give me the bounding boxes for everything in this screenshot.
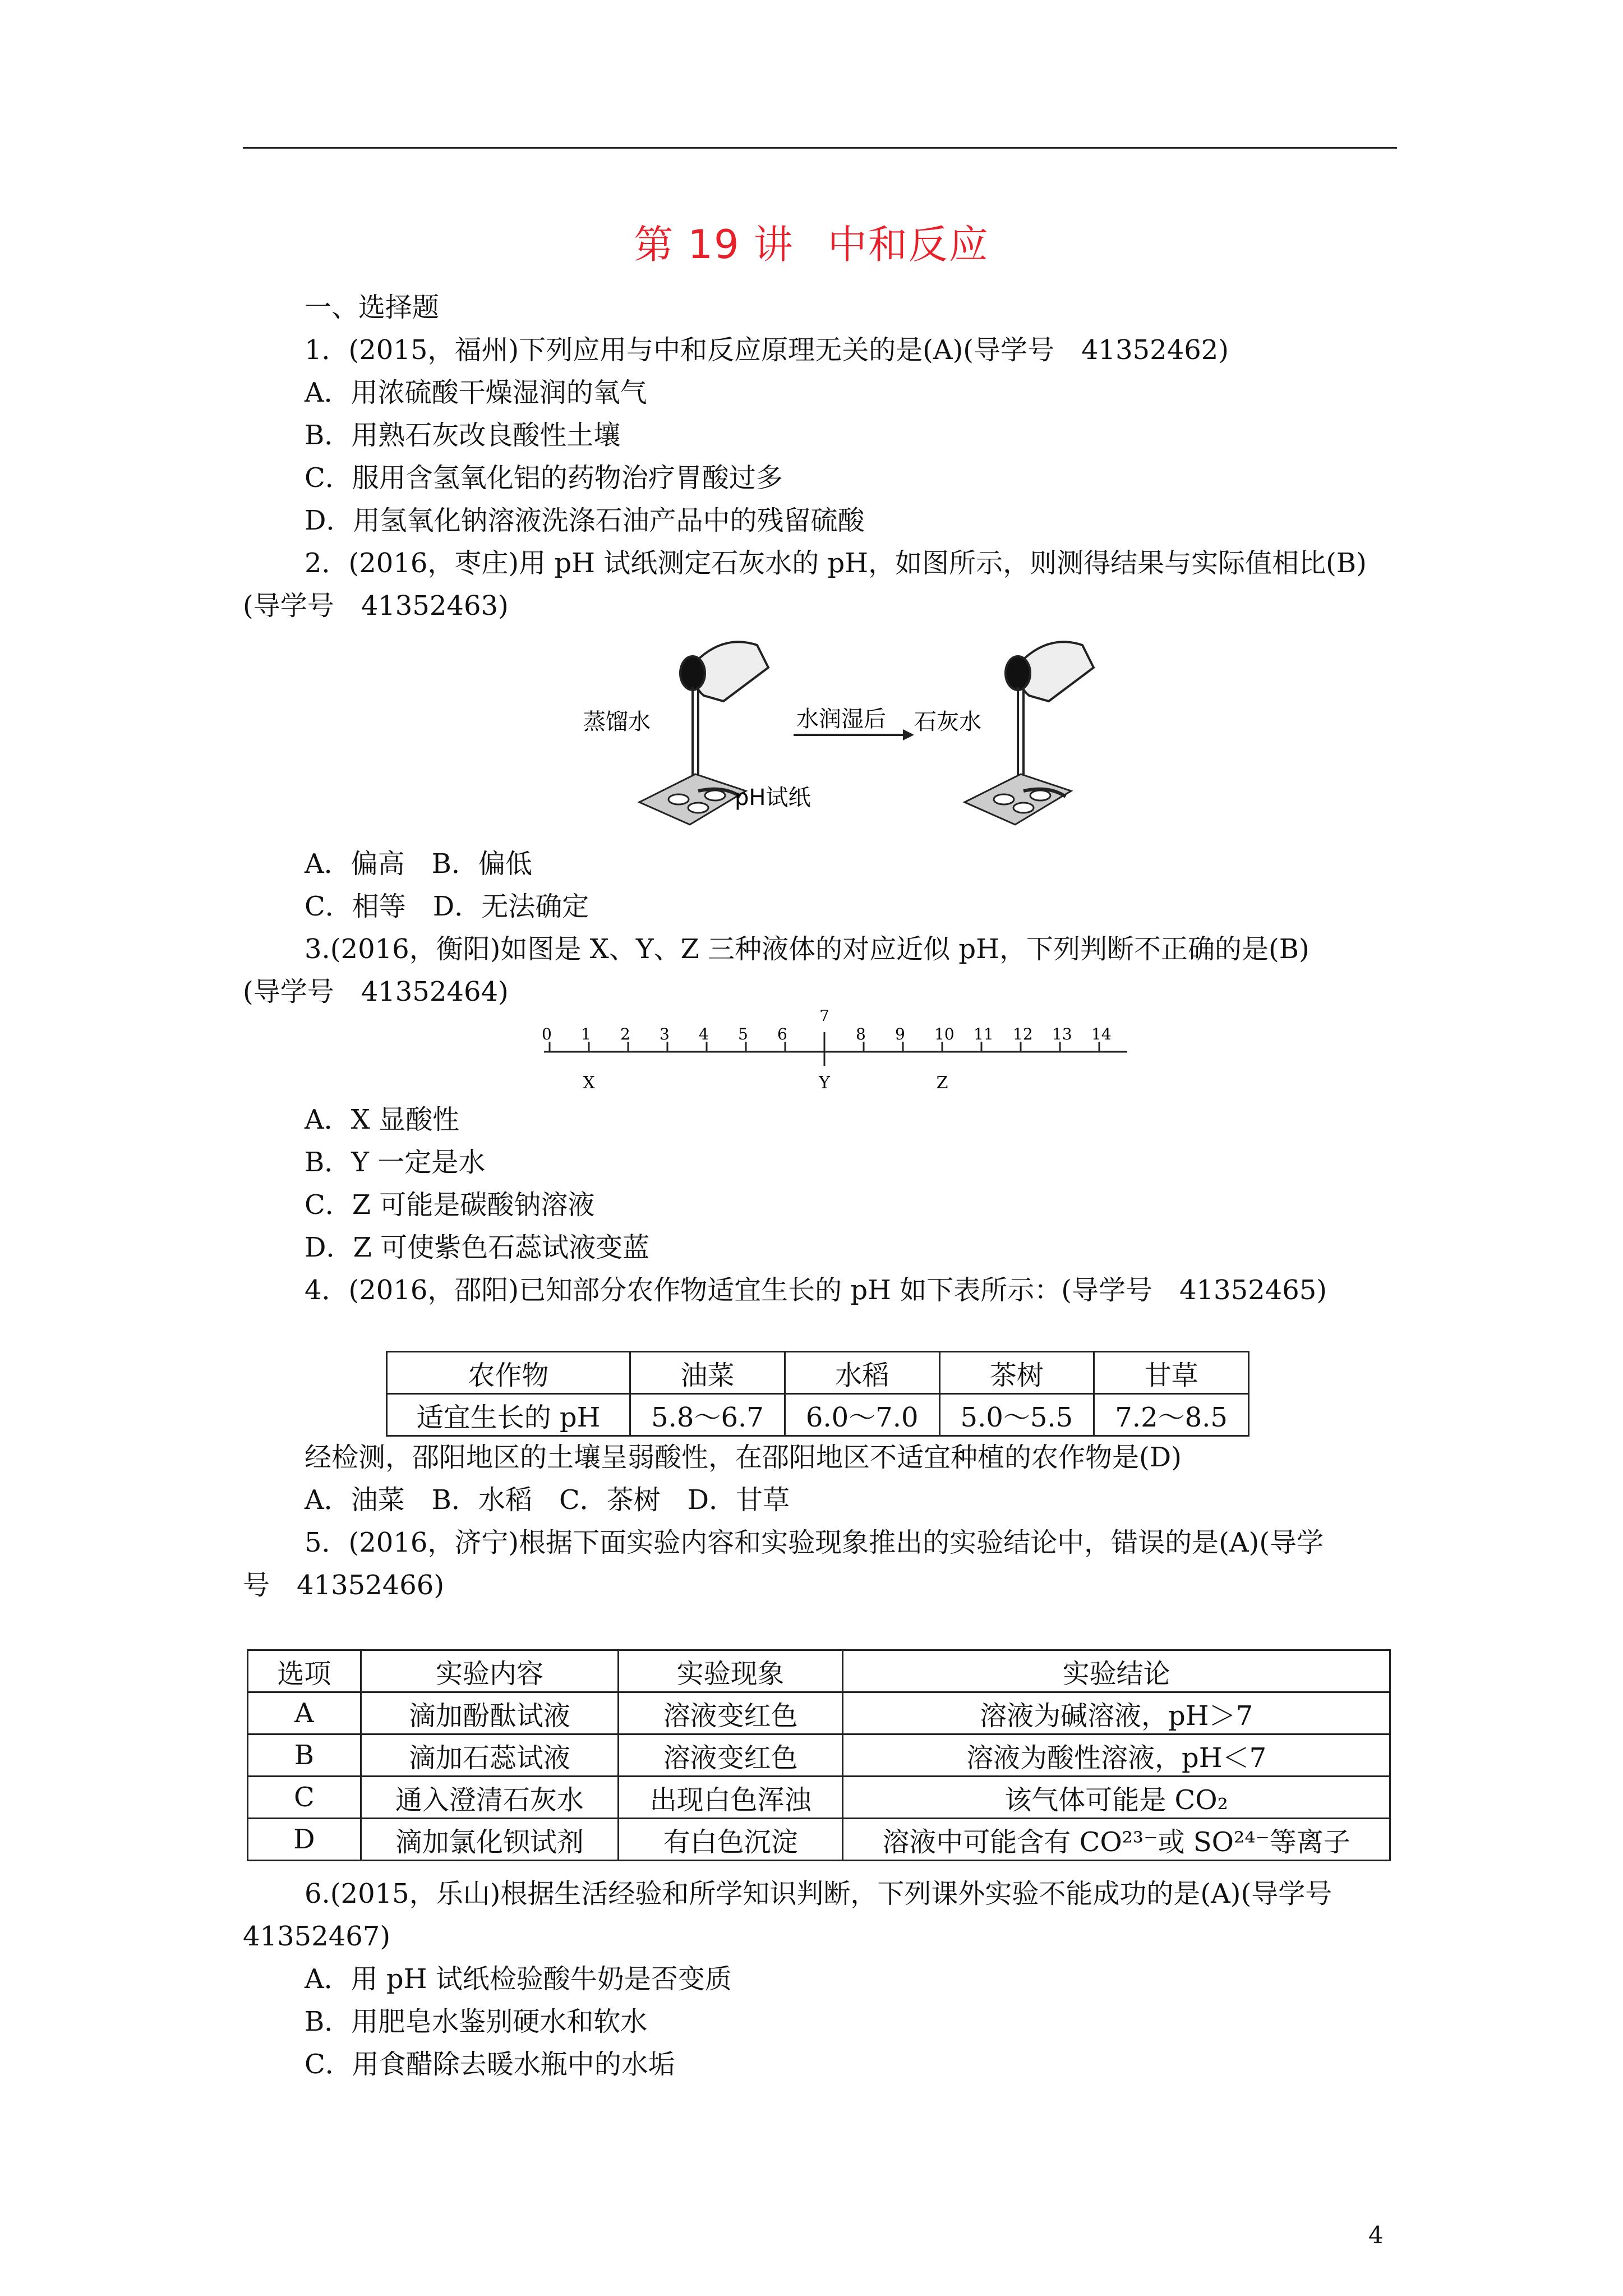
- table-cell: 6.0～7.0: [785, 1394, 939, 1436]
- ph-tick-label: 0: [542, 1025, 552, 1043]
- table-cell: 溶液为酸性溶液，pH＜7: [843, 1734, 1390, 1777]
- q5-stem-ref: 号 41352466): [243, 1570, 445, 1601]
- table-cell: 滴加酚酞试液: [361, 1692, 618, 1734]
- crop-ph-table: [386, 1351, 1249, 1437]
- ph-tick-label: 4: [699, 1025, 709, 1043]
- q1-option-b: B．用熟石灰改良酸性土壤: [305, 420, 621, 451]
- q6-stem: 6.(2015，乐山)根据生活经验和所学知识判断，下列课外实验不能成功的是(A)(导学号: [305, 1878, 1332, 1910]
- section-heading: 一、选择题: [305, 292, 440, 323]
- table-cell: 5.0～5.5: [939, 1394, 1094, 1436]
- table-cell: 溶液中可能含有 CO²³⁻或 SO²⁴⁻等离子: [843, 1819, 1390, 1861]
- ph-tick-label: 11: [974, 1025, 994, 1043]
- table-cell: 水稻: [785, 1352, 939, 1394]
- ph-scale-figure: [533, 1010, 1138, 1099]
- q1-stem: 1．(2015，福州)下列应用与中和反应原理无关的是(A)(导学号 41352462): [305, 334, 1229, 366]
- table-cell: 实验现象: [619, 1650, 843, 1692]
- table-cell: 溶液变红色: [619, 1692, 843, 1734]
- q2-options-cd: C．相等 D．无法确定: [305, 891, 589, 922]
- page-title: [0, 213, 1623, 270]
- right-spot-plate-icon: [965, 774, 1071, 825]
- q4-stem: 4．(2016，邵阳)已知部分农作物适宜生长的 pH 如下表所示：(导学号 41352465): [305, 1274, 1327, 1306]
- table-cell: D: [248, 1819, 361, 1861]
- table-cell: 油菜: [630, 1352, 785, 1394]
- ph-tick-label: 10: [934, 1025, 955, 1043]
- table-cell: 农作物: [387, 1352, 630, 1394]
- table-row: [248, 1777, 1390, 1819]
- ph-tick-label: 14: [1091, 1025, 1112, 1043]
- ph-marker-z: Z: [936, 1073, 948, 1093]
- q5-stem: 5．(2016，济宁)根据下面实验内容和实验现象推出的实验结论中，错误的是(A)(导学: [305, 1527, 1324, 1558]
- table-cell: 滴加石蕊试液: [361, 1734, 618, 1777]
- ph-tick-label: 1: [581, 1025, 591, 1043]
- ph-tick-label: 13: [1052, 1025, 1072, 1043]
- q2-stem-ref: (导学号 41352463): [243, 590, 509, 622]
- q3-option-b: B．Y 一定是水: [305, 1147, 486, 1178]
- ph-tick-label: 5: [738, 1025, 748, 1043]
- table-cell: 7.2～8.5: [1094, 1394, 1249, 1436]
- table-cell: A: [248, 1692, 361, 1734]
- header-rule: [243, 147, 1397, 149]
- ph-tick-label: 9: [895, 1025, 905, 1043]
- paper-label: pH试纸: [735, 785, 811, 811]
- q6-option-a: A．用 pH 试纸检验酸牛奶是否变质: [305, 1963, 732, 1995]
- ph-tick-label: 8: [856, 1025, 866, 1043]
- ph-tick-label: 2: [620, 1025, 630, 1043]
- table-cell: 甘草: [1094, 1352, 1249, 1394]
- table-cell: 实验结论: [843, 1650, 1390, 1692]
- ph-marker-x: X: [583, 1073, 595, 1093]
- left-label: 蒸馏水: [583, 709, 651, 735]
- table-cell: B: [248, 1734, 361, 1777]
- experiment-table: [247, 1649, 1391, 1861]
- q6-option-c: C．用食醋除去暖水瓶中的水垢: [305, 2049, 675, 2080]
- table-cell: 5.8～6.7: [630, 1394, 785, 1436]
- q3-option-c: C．Z 可能是碳酸钠溶液: [305, 1189, 595, 1221]
- right-label: 石灰水: [914, 709, 981, 735]
- arrow-head-icon: [903, 729, 914, 740]
- table-row: [248, 1819, 1390, 1861]
- ph-tick-label: 7: [819, 1010, 829, 1025]
- q4-options: A．油菜 B．水稻 C．茶树 D．甘草: [305, 1484, 790, 1516]
- ph-marker-y: Y: [819, 1073, 830, 1093]
- q3-option-a: A．X 显酸性: [305, 1104, 460, 1135]
- q6-option-b: B．用肥皂水鉴别硬水和软水: [305, 2006, 648, 2037]
- table-cell: 通入澄清石灰水: [361, 1777, 618, 1819]
- left-hand-dropper-icon: [680, 642, 768, 785]
- table-cell: 滴加氯化钡试剂: [361, 1819, 618, 1861]
- table-cell: 茶树: [939, 1352, 1094, 1394]
- q2-stem: 2．(2016，枣庄)用 pH 试纸测定石灰水的 pH，如图所示，则测得结果与实际值相比(B): [305, 547, 1367, 579]
- table-cell: 溶液为碱溶液，pH＞7: [843, 1692, 1390, 1734]
- table-row: [248, 1650, 1390, 1692]
- q1-option-a: A．用浓硫酸干燥湿润的氧气: [305, 377, 647, 408]
- q3-stem-ref: (导学号 41352464): [243, 976, 509, 1007]
- table-cell: 有白色沉淀: [619, 1819, 843, 1861]
- title-topic: 中和反应: [827, 222, 989, 268]
- left-spot-plate-icon: [639, 774, 746, 825]
- table-cell: 该气体可能是 CO₂: [843, 1777, 1390, 1819]
- table-cell: 溶液变红色: [619, 1734, 843, 1777]
- page-number: 4: [1368, 2221, 1384, 2249]
- title-lecture: 第 19 讲: [634, 222, 794, 268]
- table-cell: 实验内容: [361, 1650, 618, 1692]
- q1-option-d: D．用氢氧化钠溶液洗涤石油产品中的残留硫酸: [305, 505, 865, 536]
- ph-tick-label: 3: [660, 1025, 670, 1043]
- table-cell: 选项: [248, 1650, 361, 1692]
- table-row: [248, 1734, 1390, 1777]
- table-cell: 出现白色浑浊: [619, 1777, 843, 1819]
- q6-stem-ref: 41352467): [243, 1921, 391, 1952]
- q4-after: 经检测，邵阳地区的土壤呈弱酸性，在邵阳地区不适宜种植的农作物是(D): [305, 1442, 1182, 1473]
- q3-option-d: D．Z 可使紫色石蕊试液变蓝: [305, 1232, 650, 1263]
- table-cell: 适宜生长的 pH: [387, 1394, 630, 1436]
- q3-stem: 3.(2016，衡阳)如图是 X、Y、Z 三种液体的对应近似 pH，下列判断不正确的是(B): [305, 933, 1310, 965]
- q2-options-ab: A．偏高 B．偏低: [305, 848, 532, 880]
- ph-tick-label: 12: [1013, 1025, 1033, 1043]
- ph-test-figure: [578, 634, 1150, 841]
- q1-option-c: C．服用含氢氧化铝的药物治疗胃酸过多: [305, 462, 783, 494]
- table-cell: C: [248, 1777, 361, 1819]
- right-hand-dropper-icon: [1006, 642, 1094, 785]
- arrow-label: 水润湿后: [796, 706, 886, 732]
- table-row: [248, 1692, 1390, 1734]
- table-row: [387, 1352, 1249, 1394]
- table-row: [387, 1394, 1249, 1436]
- ph-tick-label: 6: [777, 1025, 787, 1043]
